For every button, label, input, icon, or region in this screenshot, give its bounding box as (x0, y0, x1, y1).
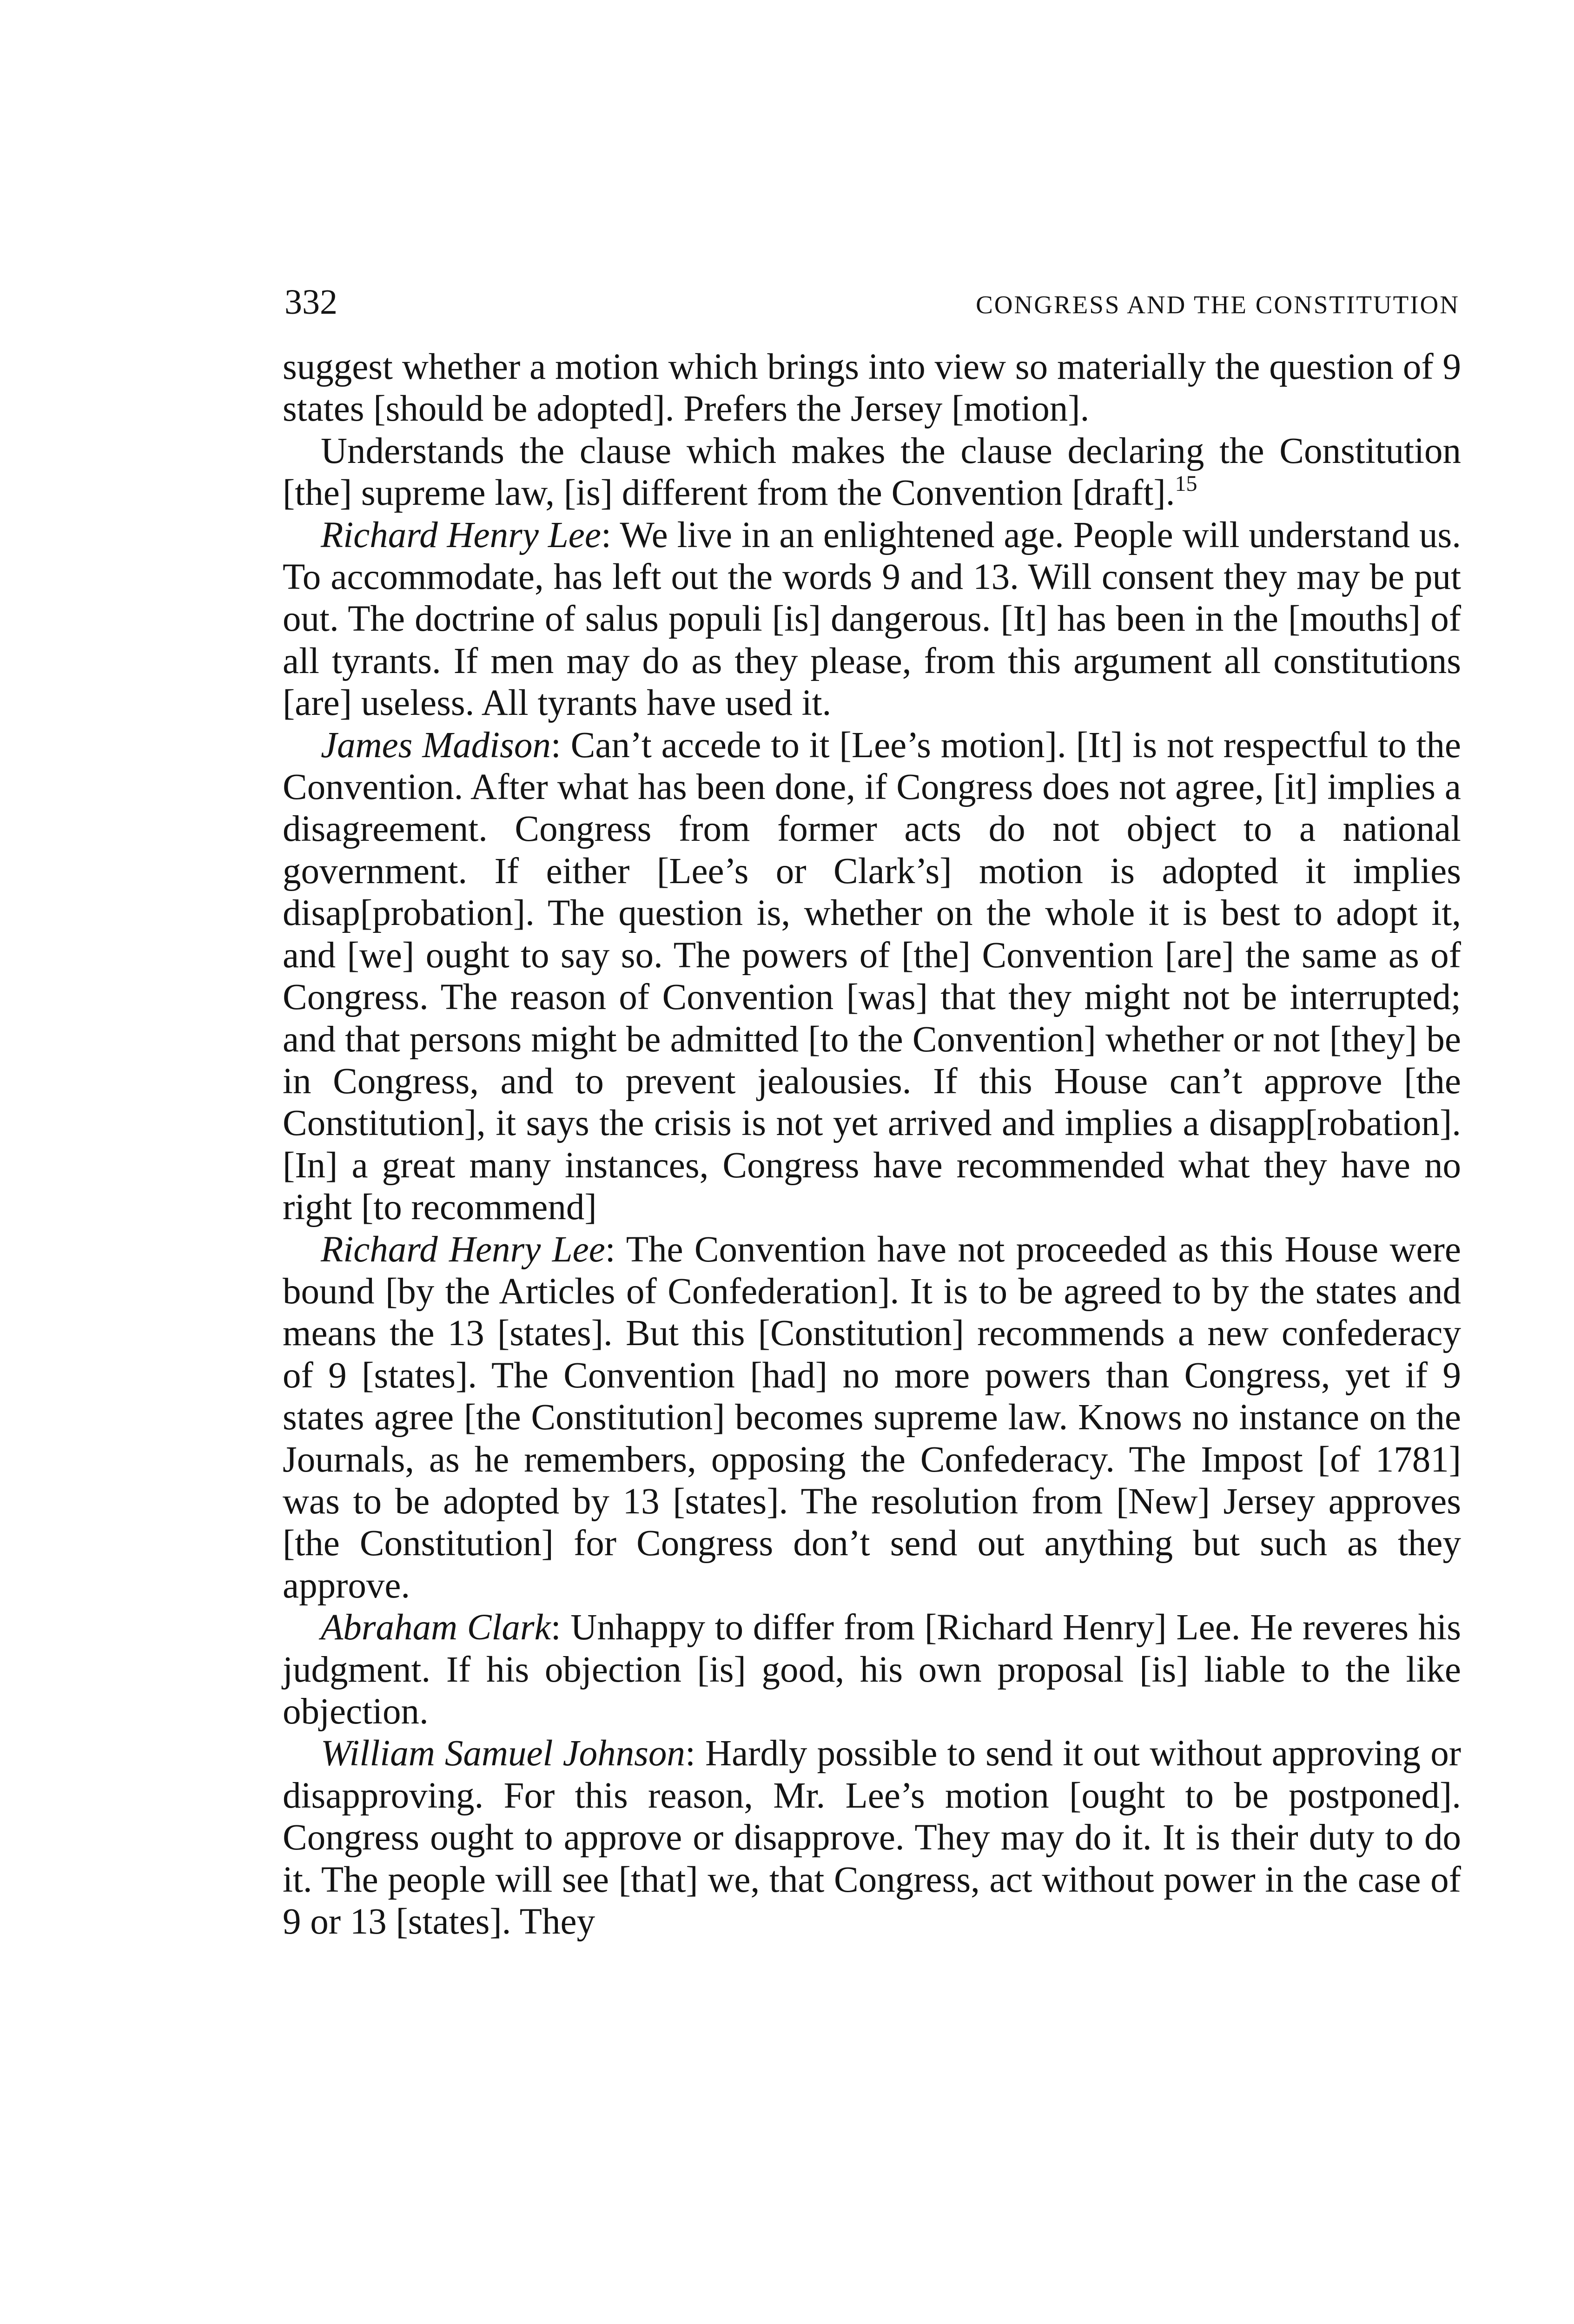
page-header (284, 281, 1460, 323)
speech-text: We live in an enlightened age. People will understand us. To accommodate, has left out the words 9 and 13. Will consent they may be put out. The doctrine of salus populi [is] dangerous. [It] has been in the [mouths] of all tyrants. If men may do as they please, from this argument all constitutions [are] useless. All tyrants have used it. (283, 515, 1461, 724)
running-head: CONGRESS AND THE CONSTITUTION (976, 290, 1460, 319)
page-number: 332 (284, 283, 337, 322)
paragraph (283, 430, 1461, 515)
speech-paragraph: James Madison: Can’t accede to it [Lee’s motion]. [It] is not respectful to the Convention. After what has been done, if Congress does not agree, [it] implies a disagreement. Congress from former acts do not object to a national government. If either [Lee’s or Clark’s] motion is adopted it implies disap[probation]. The question is, whether on the whole it is best to adopt it, and [we] ought to say so. The powers of [the] Convention [are] the same as of Congress. The reason of Convention [was] that they might not be interrupted; and that persons might be admitted [to the Convention] whether or not [they] be in Congress, and to prevent jealousies. If this House can’t approve [the Constitution], it says the crisis is not yet arrived and implies a disapp[robation]. [In] a great many instances, Congress have recommended what they have no right [to recommend] (283, 725, 1461, 1228)
speech-paragraph: Abraham Clark: Unhappy to differ from [Richard Henry] Lee. He reveres his judgment. If his objection [is] good, his own proposal [is] liable to the like objection. (283, 1607, 1462, 1732)
speech-text: Can’t accede to it [Lee’s motion]. [It] is not respectful to the Convention. After what has been done, if Congress does not agree, [it] implies a disagreement. Congress from former acts do not object to a national government. If either [Lee’s or Clark’s] motion is adopted it implies disap[probation]. The question is, whether on the whole it is best to adopt it, and [we] ought to say so. The powers of [the] Convention [are] the same as of Congress. The reason of Convention [was] that they might not be interrupted; and that persons might be admitted [to the Convention] whether or not [they] be in Congress, and to prevent jealousies. If this House can’t approve [the Constitution], it says the crisis is not yet arrived and implies a disapp[robation]. [In] a great many instances, Congress have recommended what they have no right [to recommend] (283, 725, 1461, 1228)
speech-text: Unhappy to differ from [Richard Henry] Lee. He reveres his judgment. If his objection [is] good, his own proposal [is] liable to the like objection. (283, 1607, 1462, 1732)
paragraph-text: Understands the clause which makes the clause declaring the Constitution [the] supreme law, [is] different from the Convention [draft]. (283, 430, 1461, 514)
speaker-name: Richard Henry Lee (321, 1229, 605, 1270)
paragraph-text: suggest whether a motion which brings into view so materially the question of 9 states [should be adopted]. Prefers the Jersey [motion]. (283, 347, 1461, 429)
speaker-name: Abraham Clark (321, 1607, 551, 1648)
speech-paragraph: Richard Henry Lee: The Convention have not proceeded as this House were bound [by the Articles of Confederation]. It is to be agreed to by the states and means the 13 [states]. But this [Constitution] recommends a new confederacy of 9 [states]. The Convention [had] no more powers than Congress, yet if 9 states agree [the Constitution] becomes supreme law. Knows no instance on the Journals, as he remembers, opposing the Confederacy. The Impost [of 1781] was to be adopted by 13 [states]. The resolution from [New] Jersey approves [the Constitution] for Congress don’t send out anything but such as they approve. (283, 1229, 1461, 1606)
speaker-name: Richard Henry Lee (321, 515, 601, 555)
speech-paragraph: William Samuel Johnson: Hardly possible to send it out without approving or disapproving. For this reason, Mr. Lee’s motion [ought to be postponed]. Congress ought to approve or disapprove. They may do it. It is their duty to do it. The people will see [that] we, that Congress, act without power in the case of 9 or 13 [states]. They (283, 1733, 1461, 1942)
paragraph-continuation (283, 346, 1461, 430)
speaker-name: William Samuel Johnson (321, 1733, 685, 1774)
body-text (283, 346, 1461, 1943)
speaker-name: James Madison (321, 725, 551, 766)
speech-paragraph: Richard Henry Lee: We live in an enlightened age. People will understand us. To accommodate, has left out the words 9 and 13. Will consent they may be put out. The doctrine of salus populi [is] dangerous. [It] has been in the [mouths] of all tyrants. If men may do as they please, from this argument all constitutions [are] useless. All tyrants have used it. (283, 515, 1461, 724)
footnote-marker: 15 (1175, 471, 1197, 496)
speech-text: Hardly possible to send it out without approving or disapproving. For this reason, Mr. Lee’s motion [ought to be postponed]. Congress ought to approve or disapprove. They may do it. It is their duty to do it. The people will see [that] we, that Congress, act without power in the case of 9 or 13 [states]. They (283, 1733, 1461, 1942)
speech-text: The Convention have not proceeded as this House were bound [by the Articles of Confederation]. It is to be agreed to by the states and means the 13 [states]. But this [Constitution] recommends a new confederacy of 9 [states]. The Convention [had] no more powers than Congress, yet if 9 states agree [the Constitution] becomes supreme law. Knows no instance on the Journals, as he remembers, opposing the Confederacy. The Impost [of 1781] was to be adopted by 13 [states]. The resolution from [New] Jersey approves [the Constitution] for Congress don’t send out anything but such as they approve. (283, 1229, 1461, 1606)
